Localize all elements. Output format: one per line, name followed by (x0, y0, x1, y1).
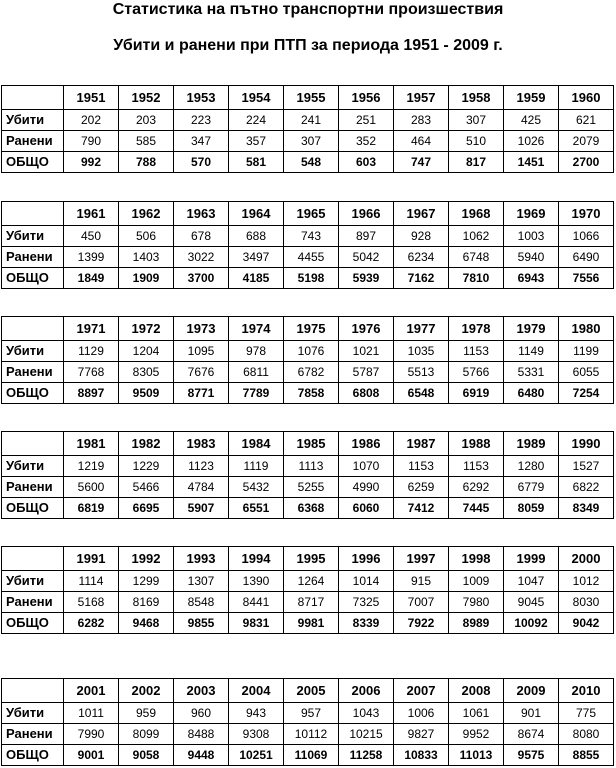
year-header: 2007 (394, 679, 449, 703)
year-header: 1985 (284, 432, 339, 456)
year-header: 1975 (284, 317, 339, 341)
year-header: 2006 (339, 679, 394, 703)
table-cell: 1527 (559, 456, 614, 477)
table-cell: 1403 (119, 247, 174, 268)
year-header: 1995 (284, 547, 339, 571)
table-cell: 7768 (64, 362, 119, 383)
table-cell: 7858 (284, 383, 339, 404)
table-cell: 425 (504, 110, 559, 131)
table-cell: 1451 (504, 152, 559, 173)
table-cell: 7412 (394, 498, 449, 519)
year-header: 1988 (449, 432, 504, 456)
year-header: 1980 (559, 317, 614, 341)
row-label: ОБЩО (2, 383, 64, 404)
row-label: Убити (2, 341, 64, 362)
year-header: 1984 (229, 432, 284, 456)
table-cell: 1204 (119, 341, 174, 362)
year-header: 1954 (229, 86, 284, 110)
table-cell: 6259 (394, 477, 449, 498)
table-cell: 6695 (119, 498, 174, 519)
table-cell: 9308 (229, 724, 284, 745)
year-header: 1952 (119, 86, 174, 110)
table-cell: 603 (339, 152, 394, 173)
table-cell: 959 (119, 703, 174, 724)
year-header: 1959 (504, 86, 559, 110)
table-cell: 450 (64, 226, 119, 247)
killed-row (2, 703, 614, 724)
table-cell: 1149 (504, 341, 559, 362)
table-cell: 928 (394, 226, 449, 247)
row-label: Убити (2, 703, 64, 724)
injured-row (2, 247, 614, 268)
table-cell: 1123 (174, 456, 229, 477)
table-cell: 9855 (174, 613, 229, 634)
table-cell: 678 (174, 226, 229, 247)
table-cell: 9509 (119, 383, 174, 404)
year-header: 1981 (64, 432, 119, 456)
table-cell: 7990 (64, 724, 119, 745)
table-cell: 307 (284, 131, 339, 152)
table-cell: 7676 (174, 362, 229, 383)
table-cell: 224 (229, 110, 284, 131)
table-cell: 8080 (559, 724, 614, 745)
table-cell: 775 (559, 703, 614, 724)
table-cell: 7325 (339, 592, 394, 613)
table-cell: 6490 (559, 247, 614, 268)
year-header: 1957 (394, 86, 449, 110)
table-cell: 788 (119, 152, 174, 173)
table-cell: 10251 (229, 745, 284, 766)
table-cell: 6782 (284, 362, 339, 383)
table-cell: 1299 (119, 571, 174, 592)
year-header: 1960 (559, 86, 614, 110)
year-header: 1978 (449, 317, 504, 341)
table-cell: 5432 (229, 477, 284, 498)
table-cell: 960 (174, 703, 229, 724)
year-header: 1969 (504, 202, 559, 226)
year-header: 1994 (229, 547, 284, 571)
page-title: Статистика на пътно транспортни произшествия (112, 1, 504, 18)
table-cell: 8897 (64, 383, 119, 404)
year-header-row (2, 432, 614, 456)
table-cell: 2079 (559, 131, 614, 152)
table-cell: 7162 (394, 268, 449, 289)
year-header: 1967 (394, 202, 449, 226)
table-cell: 357 (229, 131, 284, 152)
header-corner-cell (2, 679, 64, 703)
year-header: 1989 (504, 432, 559, 456)
table-cell: 9058 (119, 745, 174, 766)
year-header: 2004 (229, 679, 284, 703)
table-cell: 581 (229, 152, 284, 173)
table-cell: 9045 (504, 592, 559, 613)
year-header: 1965 (284, 202, 339, 226)
table-cell: 1047 (504, 571, 559, 592)
year-header: 1999 (504, 547, 559, 571)
table-cell: 688 (229, 226, 284, 247)
table-cell: 8488 (174, 724, 229, 745)
year-header: 2000 (559, 547, 614, 571)
table-cell: 570 (174, 152, 229, 173)
year-header: 1977 (394, 317, 449, 341)
stats-table (1, 85, 614, 173)
table-cell: 8339 (339, 613, 394, 634)
row-label: Ранени (2, 247, 64, 268)
table-cell: 5168 (64, 592, 119, 613)
table-cell: 1009 (449, 571, 504, 592)
table-cell: 1026 (504, 131, 559, 152)
total-row (2, 383, 614, 404)
table-cell: 8349 (559, 498, 614, 519)
table-cell: 1012 (559, 571, 614, 592)
stats-table (1, 201, 614, 289)
table-cell: 8548 (174, 592, 229, 613)
row-label: ОБЩО (2, 745, 64, 766)
table-cell: 7980 (449, 592, 504, 613)
table-cell: 8305 (119, 362, 174, 383)
table-cell: 5939 (339, 268, 394, 289)
table-cell: 978 (229, 341, 284, 362)
table-cell: 6292 (449, 477, 504, 498)
table-cell: 7810 (449, 268, 504, 289)
table-cell: 506 (119, 226, 174, 247)
table-cell: 585 (119, 131, 174, 152)
table-cell: 1129 (64, 341, 119, 362)
table-cell: 11069 (284, 745, 339, 766)
year-header: 1956 (339, 86, 394, 110)
table-cell: 7445 (449, 498, 504, 519)
table-cell: 5042 (339, 247, 394, 268)
table-cell: 1035 (394, 341, 449, 362)
year-header: 1966 (339, 202, 394, 226)
table-cell: 307 (449, 110, 504, 131)
table-cell: 8717 (284, 592, 339, 613)
table-cell: 1153 (449, 341, 504, 362)
table-cell: 1849 (64, 268, 119, 289)
table-cell: 347 (174, 131, 229, 152)
header-corner-cell (2, 317, 64, 341)
table-cell: 1399 (64, 247, 119, 268)
year-header: 1963 (174, 202, 229, 226)
table-cell: 9831 (229, 613, 284, 634)
row-label: Ранени (2, 724, 64, 745)
year-header: 1958 (449, 86, 504, 110)
year-header: 2009 (504, 679, 559, 703)
year-header: 1997 (394, 547, 449, 571)
table-cell: 10215 (339, 724, 394, 745)
table-cell: 7922 (394, 613, 449, 634)
table-cell: 6819 (64, 498, 119, 519)
injured-row (2, 131, 614, 152)
table-cell: 1070 (339, 456, 394, 477)
table-cell: 8059 (504, 498, 559, 519)
year-header: 1982 (119, 432, 174, 456)
header-corner-cell (2, 432, 64, 456)
table-cell: 1113 (284, 456, 339, 477)
table-cell: 548 (284, 152, 339, 173)
table-cell: 1199 (559, 341, 614, 362)
year-header: 1964 (229, 202, 284, 226)
table-cell: 9448 (174, 745, 229, 766)
table-cell: 1153 (449, 456, 504, 477)
table-cell: 1264 (284, 571, 339, 592)
table-cell: 897 (339, 226, 394, 247)
row-label: Убити (2, 110, 64, 131)
year-header: 2010 (559, 679, 614, 703)
year-header: 2003 (174, 679, 229, 703)
row-label: ОБЩО (2, 613, 64, 634)
table-cell: 1076 (284, 341, 339, 362)
year-header: 1955 (284, 86, 339, 110)
table-cell: 510 (449, 131, 504, 152)
total-row (2, 613, 614, 634)
injured-row (2, 724, 614, 745)
year-header: 1993 (174, 547, 229, 571)
table-cell: 8771 (174, 383, 229, 404)
table-cell: 5513 (394, 362, 449, 383)
table-cell: 1307 (174, 571, 229, 592)
table-cell: 4784 (174, 477, 229, 498)
table-cell: 4185 (229, 268, 284, 289)
table-cell: 5600 (64, 477, 119, 498)
row-label: ОБЩО (2, 268, 64, 289)
table-cell: 8169 (119, 592, 174, 613)
injured-row (2, 362, 614, 383)
table-cell: 202 (64, 110, 119, 131)
table-cell: 1014 (339, 571, 394, 592)
total-row (2, 152, 614, 173)
table-cell: 957 (284, 703, 339, 724)
table-cell: 1095 (174, 341, 229, 362)
table-cell: 8855 (559, 745, 614, 766)
stats-table (1, 546, 614, 634)
table-cell: 1043 (339, 703, 394, 724)
table-cell: 8674 (504, 724, 559, 745)
table-cell: 1153 (394, 456, 449, 477)
table-cell: 992 (64, 152, 119, 173)
killed-row (2, 456, 614, 477)
table-cell: 1062 (449, 226, 504, 247)
killed-row (2, 571, 614, 592)
table-cell: 6055 (559, 362, 614, 383)
header-corner-cell (2, 202, 64, 226)
table-cell: 5198 (284, 268, 339, 289)
header-corner-cell (2, 547, 64, 571)
year-header-row (2, 86, 614, 110)
year-header: 1979 (504, 317, 559, 341)
table-cell: 9575 (504, 745, 559, 766)
table-cell: 8989 (449, 613, 504, 634)
table-cell: 9468 (119, 613, 174, 634)
year-header: 2002 (119, 679, 174, 703)
year-header: 1953 (174, 86, 229, 110)
table-cell: 5766 (449, 362, 504, 383)
year-header: 1987 (394, 432, 449, 456)
year-header: 1990 (559, 432, 614, 456)
table-cell: 6368 (284, 498, 339, 519)
year-header: 2005 (284, 679, 339, 703)
table-cell: 7789 (229, 383, 284, 404)
year-header: 1970 (559, 202, 614, 226)
table-cell: 1280 (504, 456, 559, 477)
table-cell: 5255 (284, 477, 339, 498)
table-cell: 11258 (339, 745, 394, 766)
table-cell: 6551 (229, 498, 284, 519)
row-label: Ранени (2, 131, 64, 152)
table-cell: 3022 (174, 247, 229, 268)
table-cell: 6919 (449, 383, 504, 404)
row-label: Убити (2, 456, 64, 477)
year-header: 1962 (119, 202, 174, 226)
table-cell: 1114 (64, 571, 119, 592)
table-cell: 9952 (449, 724, 504, 745)
table-cell: 6943 (504, 268, 559, 289)
table-cell: 9001 (64, 745, 119, 766)
table-cell: 10112 (284, 724, 339, 745)
table-cell: 8030 (559, 592, 614, 613)
table-cell: 1229 (119, 456, 174, 477)
table-cell: 464 (394, 131, 449, 152)
table-cell: 5787 (339, 362, 394, 383)
table-cell: 283 (394, 110, 449, 131)
year-header: 1961 (64, 202, 119, 226)
table-cell: 352 (339, 131, 394, 152)
table-cell: 1061 (449, 703, 504, 724)
row-label: ОБЩО (2, 152, 64, 173)
year-header: 1998 (449, 547, 504, 571)
injured-row (2, 592, 614, 613)
table-cell: 1390 (229, 571, 284, 592)
table-cell: 6282 (64, 613, 119, 634)
table-cell: 6779 (504, 477, 559, 498)
table-cell: 5466 (119, 477, 174, 498)
total-row (2, 268, 614, 289)
table-cell: 223 (174, 110, 229, 131)
table-cell: 743 (284, 226, 339, 247)
table-cell: 4455 (284, 247, 339, 268)
table-cell: 6748 (449, 247, 504, 268)
row-label: Убити (2, 571, 64, 592)
page-subtitle: Убити и ранени при ПТП за периода 1951 - 2009 г. (113, 37, 503, 54)
year-header: 1968 (449, 202, 504, 226)
row-label: Убити (2, 226, 64, 247)
table-cell: 1909 (119, 268, 174, 289)
year-header: 1971 (64, 317, 119, 341)
table-cell: 9827 (394, 724, 449, 745)
table-cell: 3497 (229, 247, 284, 268)
table-cell: 901 (504, 703, 559, 724)
table-cell: 9981 (284, 613, 339, 634)
year-header: 1972 (119, 317, 174, 341)
table-cell: 5331 (504, 362, 559, 383)
table-cell: 7556 (559, 268, 614, 289)
table-cell: 10833 (394, 745, 449, 766)
table-cell: 6811 (229, 362, 284, 383)
year-header: 1976 (339, 317, 394, 341)
year-header-row (2, 317, 614, 341)
year-header-row (2, 679, 614, 703)
table-cell: 241 (284, 110, 339, 131)
table-cell: 7007 (394, 592, 449, 613)
year-header: 1992 (119, 547, 174, 571)
table-cell: 6060 (339, 498, 394, 519)
table-cell: 1066 (559, 226, 614, 247)
table-cell: 1119 (229, 456, 284, 477)
injured-row (2, 477, 614, 498)
stats-table (1, 678, 614, 766)
table-cell: 790 (64, 131, 119, 152)
table-cell: 6548 (394, 383, 449, 404)
row-label: Ранени (2, 477, 64, 498)
table-cell: 8441 (229, 592, 284, 613)
year-header: 1983 (174, 432, 229, 456)
table-cell: 4990 (339, 477, 394, 498)
table-cell: 251 (339, 110, 394, 131)
table-cell: 621 (559, 110, 614, 131)
table-cell: 915 (394, 571, 449, 592)
year-header: 1991 (64, 547, 119, 571)
table-cell: 6808 (339, 383, 394, 404)
year-header-row (2, 202, 614, 226)
table-cell: 1011 (64, 703, 119, 724)
year-header: 2008 (449, 679, 504, 703)
table-cell: 747 (394, 152, 449, 173)
stats-table (1, 431, 614, 519)
year-header: 1951 (64, 86, 119, 110)
table-cell: 7254 (559, 383, 614, 404)
row-label: Ранени (2, 362, 64, 383)
table-cell: 10092 (504, 613, 559, 634)
table-cell: 11013 (449, 745, 504, 766)
table-cell: 203 (119, 110, 174, 131)
table-cell: 1006 (394, 703, 449, 724)
table-cell: 9042 (559, 613, 614, 634)
year-header: 1986 (339, 432, 394, 456)
table-cell: 3700 (174, 268, 229, 289)
table-cell: 6480 (504, 383, 559, 404)
total-row (2, 498, 614, 519)
year-header-row (2, 547, 614, 571)
killed-row (2, 226, 614, 247)
table-cell: 6234 (394, 247, 449, 268)
table-cell: 5940 (504, 247, 559, 268)
killed-row (2, 110, 614, 131)
year-header: 1973 (174, 317, 229, 341)
table-cell: 817 (449, 152, 504, 173)
year-header: 1996 (339, 547, 394, 571)
table-cell: 2700 (559, 152, 614, 173)
table-cell: 1219 (64, 456, 119, 477)
header-corner-cell (2, 86, 64, 110)
stats-table (1, 316, 614, 404)
table-cell: 1003 (504, 226, 559, 247)
row-label: ОБЩО (2, 498, 64, 519)
table-cell: 943 (229, 703, 284, 724)
total-row (2, 745, 614, 766)
row-label: Ранени (2, 592, 64, 613)
table-cell: 6822 (559, 477, 614, 498)
year-header: 2001 (64, 679, 119, 703)
killed-row (2, 341, 614, 362)
year-header: 1974 (229, 317, 284, 341)
table-cell: 5907 (174, 498, 229, 519)
table-cell: 1021 (339, 341, 394, 362)
table-cell: 8099 (119, 724, 174, 745)
